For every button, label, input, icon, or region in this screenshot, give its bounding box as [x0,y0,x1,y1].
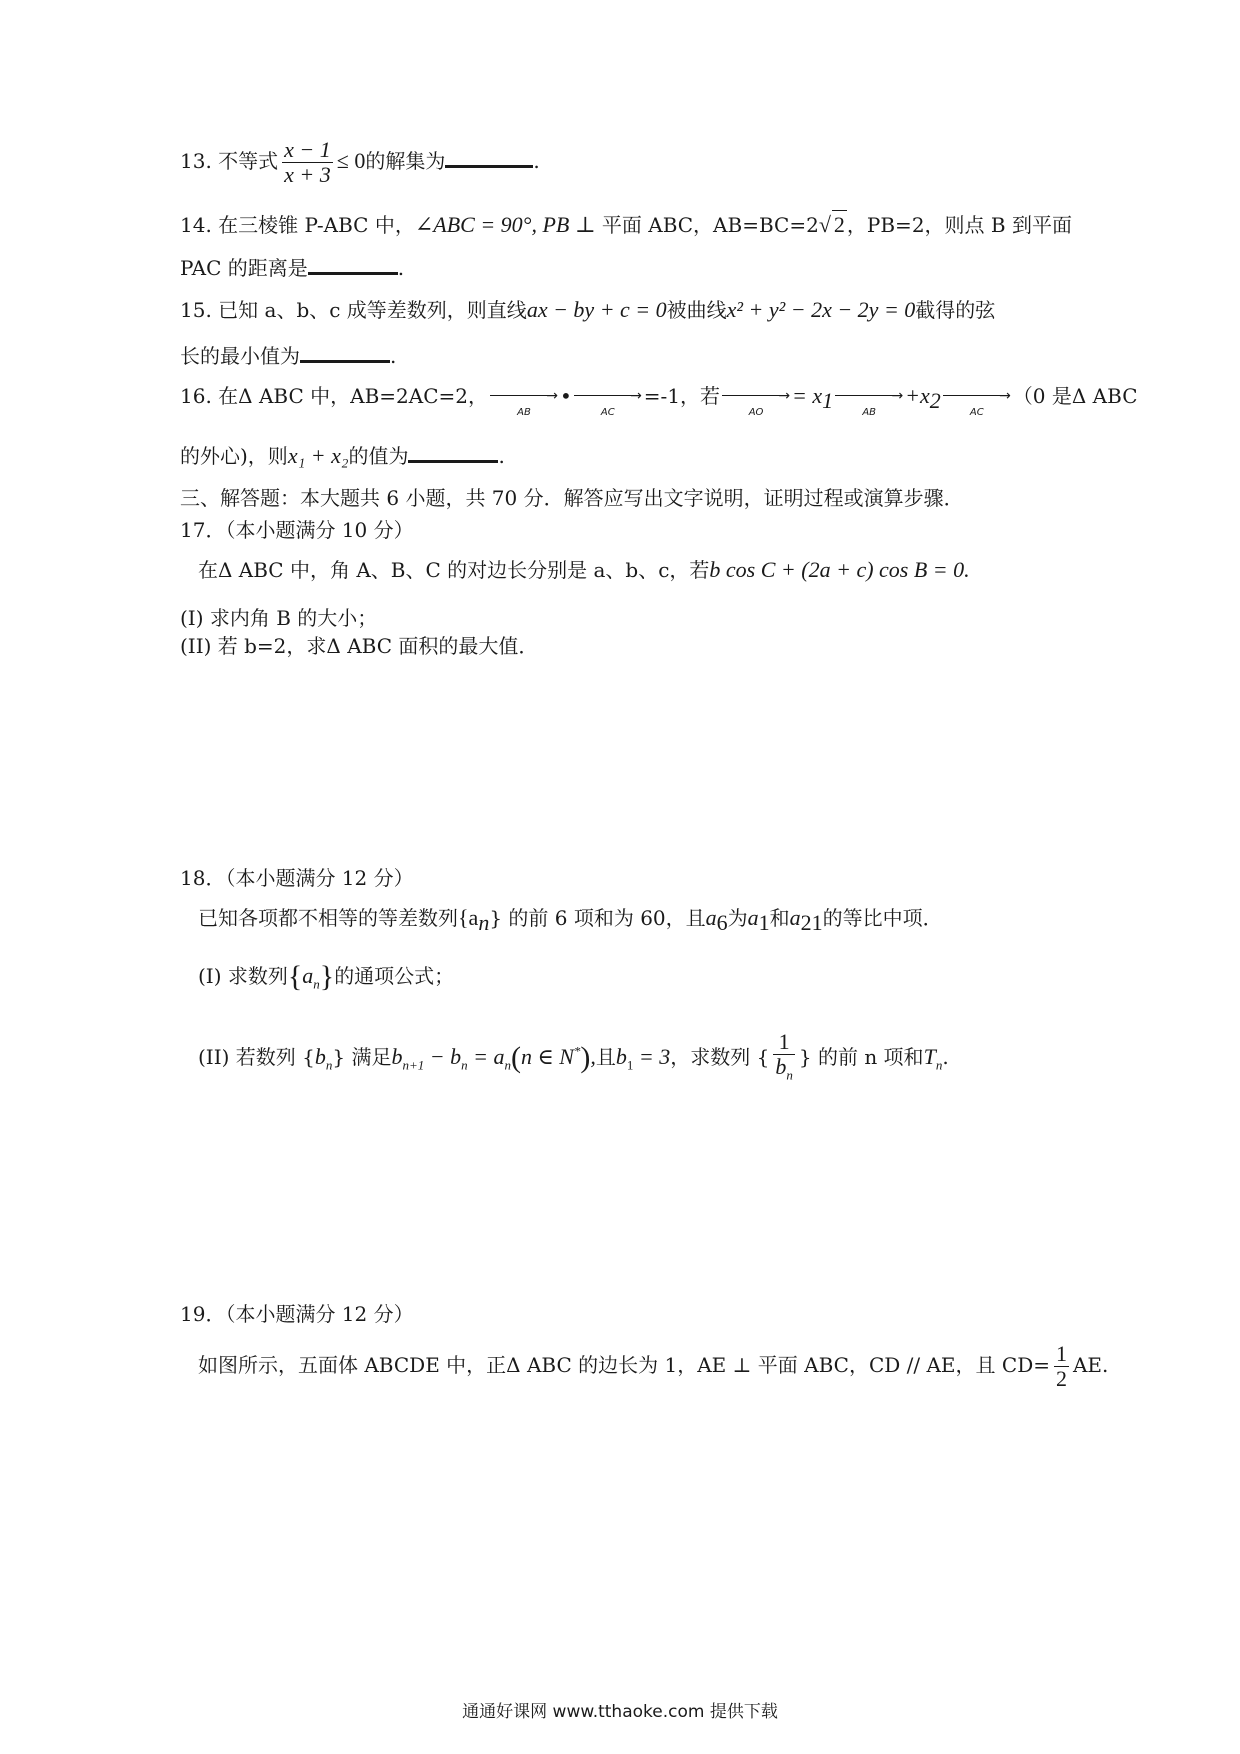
vector-ao: → AO [722,387,790,409]
answer-blank[interactable] [300,340,390,363]
vector-ac: → AC [574,387,642,409]
vector-ac: → AC [943,387,1011,409]
vector-ab: → AB [490,387,558,409]
q17-part1: (I) 求内角 B 的大小； [180,606,378,630]
q18-part2: (II) 若数列 $\{b_n\}$ 满足$b_{n+1} - b_n = a_n(n$ ∈ N*),且$b_1 = 3$，求数列 { $\frac{1}{b_n}$ } 的前 n 项和$T_n$. [198,1030,949,1087]
q15-line2: 长的最小值为 . [180,340,396,370]
answer-blank[interactable] [408,440,498,463]
q14-line2: PAC 的距离是 . [180,252,404,282]
q19-body: 如图所示，五面体 ABCDE 中，正Δ ABC 的边长为 1，AE ⊥ 平面 ABC，CD // AE，且 CD= $\frac{1}{2}$ AE. [198,1341,1109,1391]
q18-fraction: $\frac{1}{b_n}$ [775,1029,793,1083]
q18-part1: (I) 求数列$\{a_n\}$的通项公式； [198,960,455,993]
q16-line1: 16. 在Δ ABC 中，AB=2AC=2， → AB • → AC =-1，若 → AO = $x_1$ → AB $+x_2$ → AC （0 是Δ ABC [180,383,1138,418]
q17-part2: (II) 若 b=2，求Δ ABC 面积的最大值． [180,634,539,658]
q13-fraction: $\frac{x - 1}{x + 3}$ [284,137,331,187]
vector-ab: → AB [835,387,903,409]
section-heading: 三、解答题：本大题共 6 小题，共 70 分．解答应写出文字说明，证明过程或演算步骤． [180,486,964,510]
q19-head: 19．（本小题满分 12 分） [180,1302,414,1326]
q18-head: 18．（本小题满分 12 分） [180,866,414,890]
footer-watermark: 通通好课网 www.tthaoke.com 提供下载 [462,1702,778,1722]
q17-body: 在Δ ABC 中，角 A、B、C 的对边长分别是 a、b、c，若b cos C + (2a + c) cos B = 0. [198,557,970,582]
answer-blank[interactable] [308,252,398,275]
q15-line1: 15. 已知 a、b、c 成等差数列，则直线ax − by + c = 0被曲线x² + y² − 2x − 2y = 0截得的弦 [180,297,996,322]
q13: 13. 不等式 $\frac{x - 1}{x + 3}$ ≤ 0的解集为 . [180,137,540,187]
q16-line2: 的外心)，则x₁ + x₂的值为 . [180,440,505,470]
q18-body: 已知各项都不相等的等差数列$\{a_n\}$ 的前 6 项和为 60，且$a_6$为$a_1$和$a_{21}$的等比中项． [198,905,943,935]
q14-line1: 14. 在三棱锥 P-ABC 中，∠ABC = 90°, PB ⊥ 平面 ABC，AB=BC=2√ 2 ，PB=2，则点 B 到平面 [180,212,1072,237]
q19-fraction: $\frac{1}{2}$ [1055,1341,1067,1391]
answer-blank[interactable] [445,145,533,168]
q17-head: 17．（本小题满分 10 分） [180,518,414,542]
